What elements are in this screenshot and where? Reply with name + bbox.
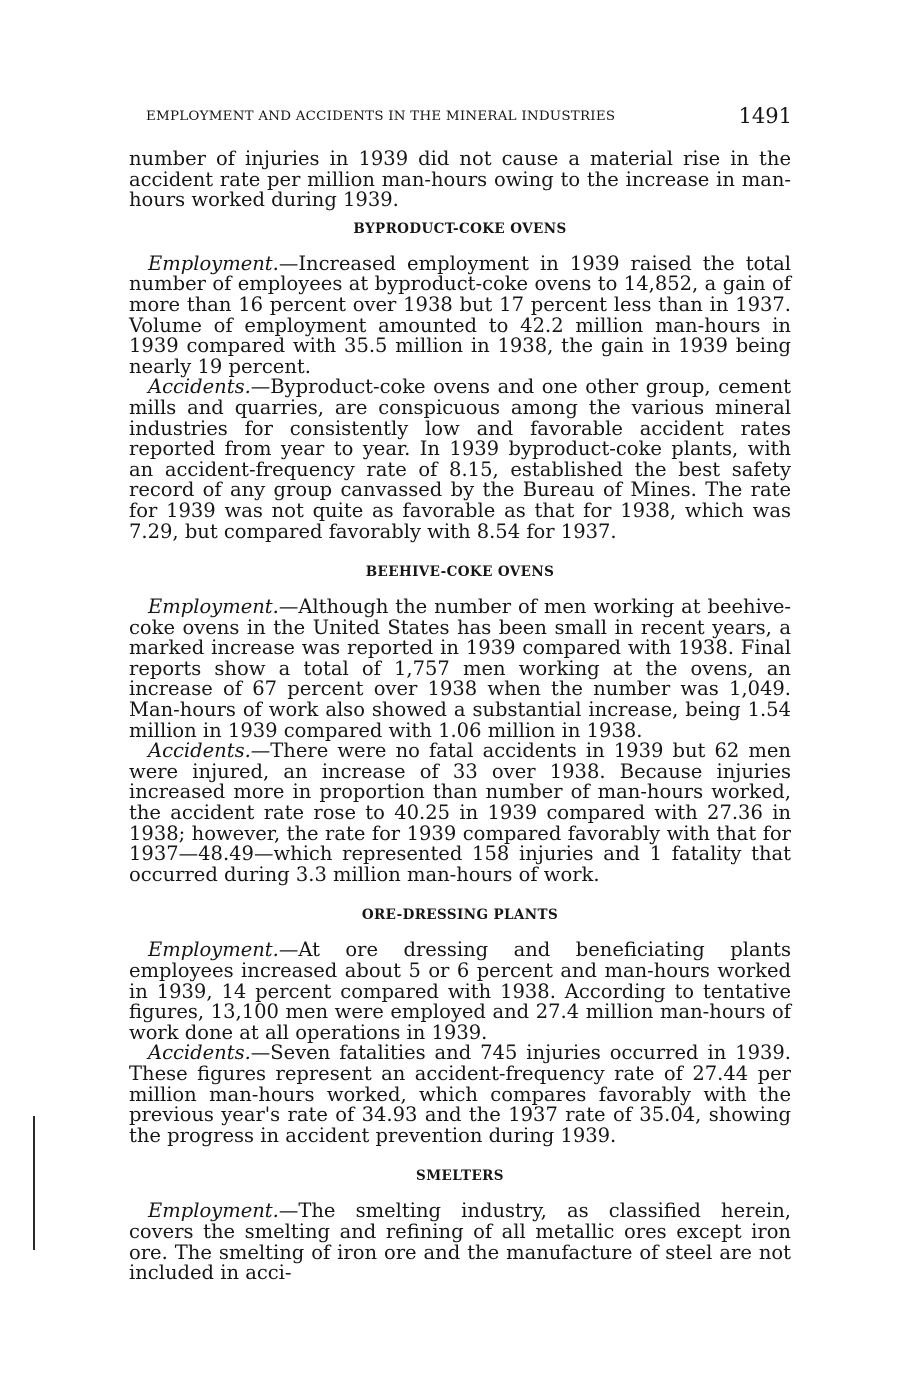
page-header xyxy=(146,104,792,132)
paragraph-lead: Employment. xyxy=(148,938,279,962)
paragraph-beehive-employment xyxy=(129,597,791,741)
section-heading-ore-dressing-plants: ORE-DRESSING PLANTS xyxy=(361,907,559,924)
paragraph-lead: Accidents. xyxy=(148,739,251,763)
paragraph-text: —The smelting industry, as classified herein, covers the smelting and refining of all metallic ores except iron ore. The smelting of iron ore and the manufacture of steel are not included in acci- xyxy=(129,1199,791,1285)
paragraph-byproduct-employment xyxy=(129,251,791,378)
paragraph-ore-accidents xyxy=(129,1043,791,1146)
paragraph-text: —Although the number of men working at beehive-coke ovens in the United States has been small in recent years, a marked increase was reported in 1939 compared with 1938. Final reports show a total of 1,757 men working at the ovens, an increase of 67 percent over 1938 when the number was 1,049. Man-hours of work also showed a substantial increase, being 1.54 million in 1939 compared with 1.06 million in 1938. xyxy=(129,595,791,742)
paragraph-text: —There were no fatal accidents in 1939 but 62 men were injured, an increase of 33 over 1938. Because injuries increased more in proportion than number of man-hours worked, the accident rate rose to 40.25 in 1939 compared with 27.36 in 1938; however, the rate for 1939 compared favorably with that for 1937—48.49—which represented 158 injuries and 1 fatality that occurred during 3.3 million man-hours of work. xyxy=(129,739,791,886)
paragraph-text: —At ore dressing and beneficiating plants employees increased about 5 or 6 percent and man-hours worked in 1939, 14 percent compared with 1938. According to tentative figures, 13,100 men were employed and 27.4 million man-hours of work done at all operations in 1939. xyxy=(129,938,791,1044)
intro-paragraph: number of injuries in 1939 did not cause a material rise in the accident rate per million man-hours owing to the increase in man-hours worked during 1939. xyxy=(129,147,791,212)
paragraph-ore-employment xyxy=(129,940,791,1043)
paragraph-lead: Employment. xyxy=(148,595,279,619)
paragraph-lead: Employment. xyxy=(148,251,279,275)
section-heading-byproduct-coke-ovens: BYPRODUCT-COKE OVENS xyxy=(353,220,567,237)
margin-mark xyxy=(33,1116,35,1250)
section-heading-beehive-coke-ovens: BEEHIVE-COKE OVENS xyxy=(365,564,555,581)
section-heading-smelters: SMELTERS xyxy=(416,1168,504,1185)
paragraph-beehive-accidents xyxy=(129,741,791,885)
paragraph-text: —Seven fatalities and 745 injuries occurred in 1939. These figures represent an accident-frequency rate of 27.44 per million man-hours worked, which compares favorably with the previous year's rate of 34.93 and the 1937 rate of 35.04, showing the progress in accident prevention during 1939. xyxy=(129,1041,791,1147)
page-number: 1491 xyxy=(738,104,792,128)
paragraph-text: —Increased employment in 1939 raised the total number of employees at byproduct-coke ovens to 14,852, a gain of more than 16 percent over 1938 but 17 percent less than in 1937. Volume of employment amounted to 42.2 million man-hours in 1939 compared with 35.5 million in 1938, the gain in 1939 being nearly 19 percent. xyxy=(129,251,791,378)
paragraph-byproduct-accidents xyxy=(129,377,791,542)
paragraph-lead: Employment. xyxy=(148,1199,279,1223)
paragraph-lead: Accidents. xyxy=(148,375,251,399)
paragraph-lead: Accidents. xyxy=(148,1041,251,1065)
page-body xyxy=(129,149,791,1284)
paragraph-smelters-employment xyxy=(129,1201,791,1283)
running-head: EMPLOYMENT AND ACCIDENTS IN THE MINERAL INDUSTRIES xyxy=(146,109,616,124)
paragraph-text: —Byproduct-coke ovens and one other group, cement mills and quarries, are conspicuous among the various mineral industries for consistently low and favorable accident rates reported from year to year. In 1939 byproduct-coke plants, with an accident-frequency rate of 8.15, established the best safety record of any group canvassed by the Bureau of Mines. The rate for 1939 was not quite as favorable as that for 1938, which was 7.29, but compared favorably with 8.54 for 1937. xyxy=(129,375,791,543)
